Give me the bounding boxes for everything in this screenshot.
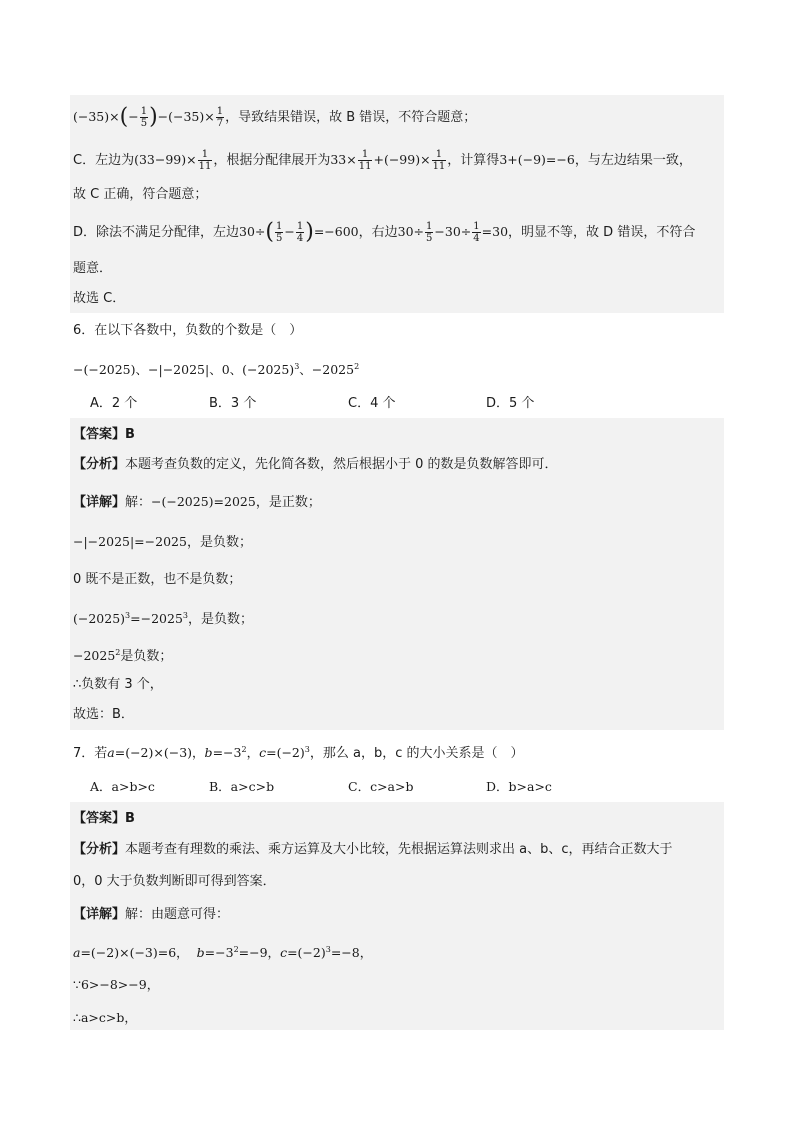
prev-expr-1: (−35)×(− $\frac{1}{5}$ )−(−35)× $\frac{1}{7}$ <box>73 104 224 130</box>
q7-analysis-2: 0，0 大于负数判断即可得到答案． <box>73 874 276 889</box>
q7-detail-intro-text: 解：由题意可得： <box>125 907 230 922</box>
q7-option-c: C．c>a>b <box>348 779 414 794</box>
q7-step-2: ∵6>−8>−9， <box>73 977 160 992</box>
q6-option-c: C．4 个 <box>348 396 396 411</box>
q7-option-a: A．a>b>c <box>90 779 155 794</box>
q6-detail-step-1 <box>73 492 321 513</box>
q7-stem-expr: a=(−2)×(−3)，$b=-3^2$，$c=(-2)^3$ <box>107 745 310 761</box>
q6-detail-label: 【详解】 <box>73 495 126 510</box>
q6-step4-tail: ，是负数； <box>188 612 254 628</box>
q6-detail-step-3: 0 既不是正数，也不是负数； <box>73 572 242 587</box>
q7-detail-intro <box>73 905 229 925</box>
q6-step5-expr: $-2025^2$ <box>73 648 121 664</box>
q6-detail-step-2 <box>73 532 252 553</box>
q7-detail-label: 【详解】 <box>73 907 126 922</box>
q7-analysis-1 <box>73 840 673 860</box>
option-d-explanation <box>73 221 695 244</box>
d-line-2: 题意． <box>73 261 113 276</box>
c-tail: ，与左边结果一致， <box>574 153 692 168</box>
q6-step1-tail: ，是正数； <box>255 495 321 510</box>
q6-numbers: −(−2025)、−|−2025|、0、$(-2025)^3$、$-2025^2$ <box>73 362 360 378</box>
q6-detail-step-6: ∴负数有 3 个， <box>73 677 163 692</box>
c-line-2: 故 C 正确，符合题意； <box>73 187 208 202</box>
d-tail: ，明显不等，故 D 错误，不符合 <box>508 225 696 240</box>
q6-analysis-text: 本题考查负数的定义，先化简各数，然后根据小于 0 的数是负数解答即可． <box>125 457 558 472</box>
q6-option-b: B．3 个 <box>209 396 257 411</box>
prev-line-1 <box>73 106 476 129</box>
d-mid: ，右边 <box>358 225 398 240</box>
c-expr-2: 33× $\frac{1}{11}$ +(−99)× $\frac{1}{11}$ <box>330 149 446 172</box>
q6-option-d: D．5 个 <box>486 396 535 411</box>
q7-option-b: B．a>c>b <box>209 779 275 794</box>
q6-detail-intro: 解： <box>125 495 152 510</box>
q6-option-a: A．2 个 <box>90 396 138 411</box>
q6-stem: 6．在以下各数中，负数的个数是（ ） <box>73 323 303 338</box>
d-prefix: D．除法不满足分配律，左边 <box>73 225 240 240</box>
q7-stem-tail: ，那么 a，b，c 的大小关系是（ ） <box>309 746 524 762</box>
q6-analysis <box>73 455 558 475</box>
q7-analysis-label: 【分析】 <box>73 842 126 857</box>
q6-answer: 【答案】B <box>73 427 135 442</box>
q7-answer: 【答案】B <box>73 811 135 826</box>
q7-option-d: D．b>a>c <box>486 779 552 794</box>
q6-choose: 故选：B． <box>73 707 134 722</box>
q6-step2-tail: ，是负数； <box>186 535 252 550</box>
c-prefix: C．左边为 <box>73 153 135 168</box>
q7-stem <box>73 740 523 764</box>
d-expr-2: 30÷ $\frac{1}{5}$ −30÷ $\frac{1}{4}$ =30 <box>397 221 509 244</box>
option-c-explanation <box>73 149 692 172</box>
q7-step-3: ∴a>c>b， <box>73 1010 137 1025</box>
q6-detail-step-5 <box>73 643 172 667</box>
prev-line-1-tail: ，导致结果错误，故 B 错误，不符合题意； <box>225 110 477 125</box>
q6-analysis-label: 【分析】 <box>73 457 126 472</box>
q7-analysis-line1: 本题考查有理数的乘法、乘方运算及大小比较，先根据运算法则求出 a、b、c，再结合正数大于 <box>125 842 673 857</box>
c-mid: ，根据分配律展开为 <box>213 153 331 168</box>
q6-detail-step-4 <box>73 606 253 630</box>
d-expr-1: 30÷( $\frac{1}{5}$ − $\frac{1}{4}$ )=−600 <box>239 219 359 245</box>
q7-step-1: a=(−2)×(−3)=6， $b=-3^2=-9$，$c=(-2)^3=-8$， <box>73 945 373 961</box>
q6-step5-tail: 是负数； <box>120 649 173 665</box>
q6-step1-expr: −(−2025)=2025 <box>151 494 256 509</box>
prev-choose: 故选 C． <box>73 291 126 306</box>
c-expr-1: (33−99)× $\frac{1}{11}$ <box>134 149 212 172</box>
q7-stem-prefix: 7．若 <box>73 746 108 762</box>
c-expr-3: 3+(−9)=−6 <box>499 152 575 167</box>
c-mid2: ，计算得 <box>447 153 500 168</box>
q6-step2-expr: −|−2025|=−2025 <box>73 534 187 549</box>
q6-step4-expr: $(-2025)^3=-2025^3$ <box>73 611 188 627</box>
